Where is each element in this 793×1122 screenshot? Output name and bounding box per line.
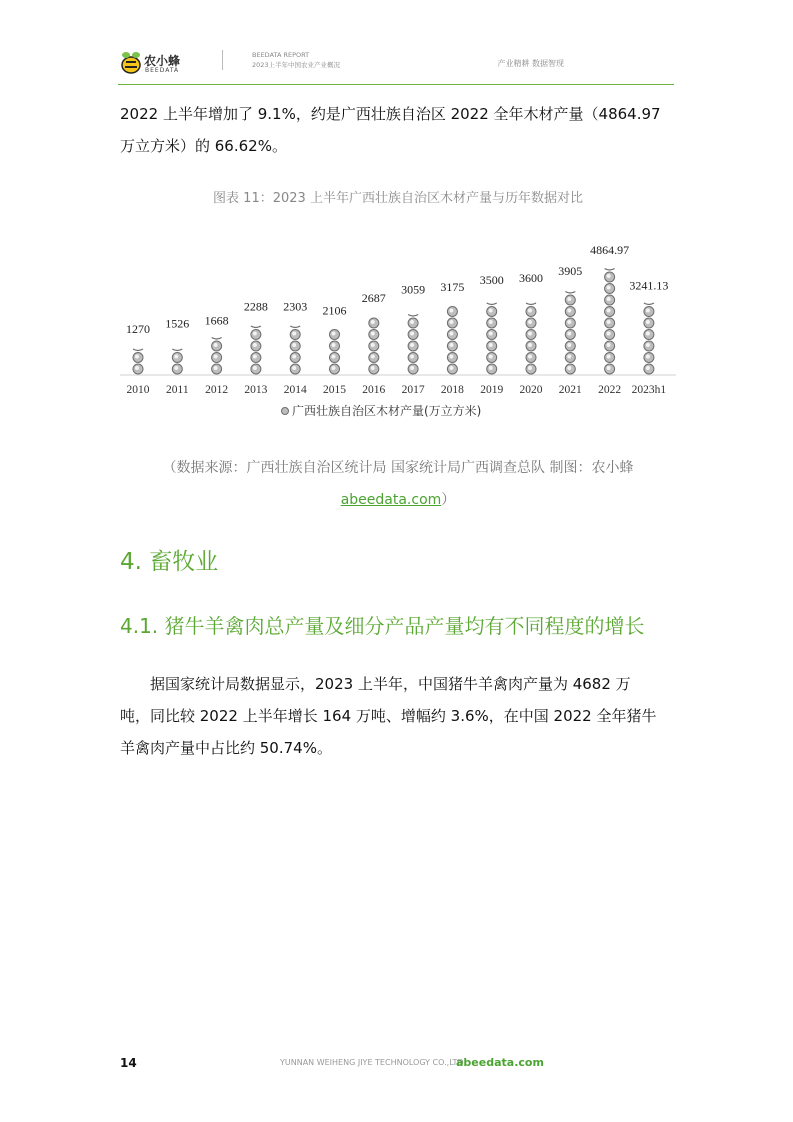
bar-marker-highlight [528,320,532,324]
bar-marker-highlight [567,366,571,370]
bar-marker-highlight [489,366,493,370]
bar-marker-partial [172,349,182,351]
paragraph-timber [120,98,676,162]
bar-marker-partial [526,303,536,305]
bar [644,303,654,374]
x-tick-label: 2013 [244,384,268,396]
bar-marker-highlight [489,343,493,347]
data-label: 2288 [243,299,268,314]
bar [447,307,457,375]
bar-marker-highlight [214,343,218,347]
bar-marker-highlight [253,332,257,336]
bar-marker-highlight [528,343,532,347]
bar-marker-partial [644,303,654,305]
bee-logo-icon [118,50,144,76]
bar-marker-highlight [410,332,414,336]
bar-marker-highlight [607,286,611,290]
bar-marker-highlight [292,332,296,336]
x-tick-label: 2018 [440,384,464,396]
bar-marker-highlight [489,320,493,324]
bar-marker-highlight [332,343,336,347]
footer-url[interactable]: abeedata.com [456,1056,544,1069]
bar-marker-highlight [567,309,571,313]
bar-marker-partial [565,292,575,294]
bar-marker-highlight [528,332,532,336]
x-tick-label: 2021 [558,384,582,396]
bar-marker-highlight [449,320,453,324]
bar [487,303,497,374]
page-header [118,44,674,85]
bar [133,349,143,374]
data-label: 1270 [126,322,150,337]
paragraph-line: 万立方米）的 66.62%。 [120,137,287,155]
bar-marker-highlight [567,297,571,301]
bar-marker-highlight [449,343,453,347]
bar-marker-partial [251,326,261,328]
logo-text: 农小蜂 [144,54,181,68]
data-source [120,452,676,516]
bar-marker-highlight [607,343,611,347]
bar-marker-highlight [528,309,532,313]
bar-marker-highlight [410,343,414,347]
bar-marker-highlight [567,320,571,324]
bar-marker-partial [487,303,497,305]
bar [330,330,340,375]
bar [212,338,222,375]
paragraph-line: 羊禽肉产量中占比约 50.74%。 [120,739,332,757]
bar-marker-highlight [292,366,296,370]
footer-company: YUNNAN WEIHENG JIYE TECHNOLOGY CO.,LTD. [280,1058,467,1067]
data-label: 3600 [519,270,543,285]
data-label: 3500 [479,273,504,287]
bar-marker-highlight [528,355,532,359]
bar [408,315,418,375]
bar-marker-highlight [528,366,532,370]
x-tick-label: 2022 [598,384,622,396]
bar-marker-highlight [449,355,453,359]
bar-marker-highlight [174,355,178,359]
bar-marker-highlight [489,309,493,313]
x-tick-label: 2012 [205,384,229,396]
bar-marker-highlight [607,366,611,370]
x-tick-label: 2016 [362,384,386,396]
bar-marker-highlight [135,366,139,370]
bar-marker-highlight [410,366,414,370]
bar-marker-highlight [449,366,453,370]
bar-marker-highlight [607,274,611,278]
paragraph-meat [120,668,676,764]
bar-marker-highlight [607,297,611,301]
data-label: 3175 [440,280,465,295]
report-title-line2: 2023上半年中国农业产业概况 [252,61,341,69]
data-label: 2303 [283,299,308,314]
bar-marker-highlight [646,332,650,336]
bar-marker-highlight [646,343,650,347]
bar-marker-partial [290,326,300,328]
data-label: 3059 [401,282,426,297]
bar-marker-highlight [135,355,139,359]
bar-marker-partial [408,315,418,317]
x-tick-label: 2014 [283,384,307,396]
paragraph-line: 吨，同比较 2022 上半年增长 164 万吨、增幅约 3.6%，在中国 2022 全年猪牛 [120,707,657,725]
bar-marker-partial [605,269,615,271]
bar [565,292,575,375]
bar-marker-partial [212,338,222,340]
bar-marker-highlight [371,366,375,370]
bar-marker-highlight [371,343,375,347]
bar-marker-highlight [646,366,650,370]
source-link[interactable]: abeedata.com [340,492,442,508]
bar [369,318,379,374]
section-title: 4. 畜牧业 [120,549,219,575]
report-title-line1: BEEDATA REPORT [252,51,310,59]
data-label: 1526 [165,316,190,331]
bar-marker-highlight [449,309,453,313]
x-tick-label: 2017 [401,384,425,396]
data-label: 3241.13 [629,278,669,293]
x-tick-label: 2010 [126,384,150,396]
data-label: 2687 [361,290,386,305]
bar-marker-highlight [607,309,611,313]
bar-marker-highlight [214,366,218,370]
x-tick-label: 2023h1 [631,384,667,396]
bar-marker-highlight [449,332,453,336]
data-label: 4864.97 [590,242,630,257]
data-label: 2106 [322,303,347,318]
bar-marker-highlight [371,320,375,324]
timber-production-chart [120,238,680,428]
bar-marker-highlight [332,355,336,359]
bar-marker-highlight [292,343,296,347]
chart-legend [282,403,482,418]
bar-marker-highlight [607,320,611,324]
logo-subtext: BEEDATA [145,67,180,74]
bar-marker-highlight [174,366,178,370]
source-link-line [120,484,676,516]
source-close: ） [441,492,456,508]
bar-marker-highlight [646,355,650,359]
paragraph-line: 据国家统计局数据显示，2023 上半年，中国猪牛羊禽肉产量为 4682 万 [150,675,631,693]
bar-marker-partial [133,349,143,351]
data-label: 3905 [558,264,583,279]
bar-marker-highlight [410,355,414,359]
bar-marker-highlight [214,355,218,359]
bar-marker-highlight [567,343,571,347]
figure-caption: 图表 11：2023 上半年广西壮族自治区木材产量与历年数据对比 [213,191,583,206]
paragraph-line: 2022 上半年增加了 9.1%，约是广西壮族自治区 2022 全年木材产量（4864.97 [120,105,661,123]
bar [605,269,615,375]
legend-marker [282,408,289,415]
x-tick-label: 2015 [323,384,346,396]
source-text: （数据来源：广西壮族自治区统计局 国家统计局广西调查总队 制图：农小蜂 [162,460,634,476]
bar [290,326,300,374]
bar-marker-highlight [607,355,611,359]
subsection-title: 4.1. 猪牛羊禽肉总产量及细分产品产量均有不同程度的增长 [120,614,645,638]
bar-marker-highlight [253,355,257,359]
bar [251,326,261,374]
bar-marker-highlight [253,366,257,370]
x-tick-label: 2020 [519,384,543,396]
bar-marker-highlight [489,332,493,336]
bar-marker-highlight [253,343,257,347]
bar-marker-highlight [371,332,375,336]
page-number: 14 [120,1056,137,1070]
report-title [252,50,340,70]
bar-marker-highlight [332,332,336,336]
data-label: 1668 [204,313,229,328]
bar-marker-highlight [567,332,571,336]
bar-marker-highlight [332,366,336,370]
bar-marker-highlight [410,320,414,324]
bar-marker-highlight [646,309,650,313]
x-tick-label: 2011 [166,384,189,396]
x-tick-label: 2019 [480,384,504,396]
bar [172,349,182,374]
bar-marker-highlight [607,332,611,336]
bar-marker-highlight [567,355,571,359]
bar-marker-highlight [489,355,493,359]
bar [526,303,536,374]
bar-marker-highlight [646,320,650,324]
header-slogan: 产业精耕 数据智现 [497,59,564,68]
header-divider [222,50,223,70]
bar-marker-highlight [371,355,375,359]
bar-marker-highlight [292,355,296,359]
legend-label: 广西壮族自治区木材产量(万立方米) [292,404,482,418]
